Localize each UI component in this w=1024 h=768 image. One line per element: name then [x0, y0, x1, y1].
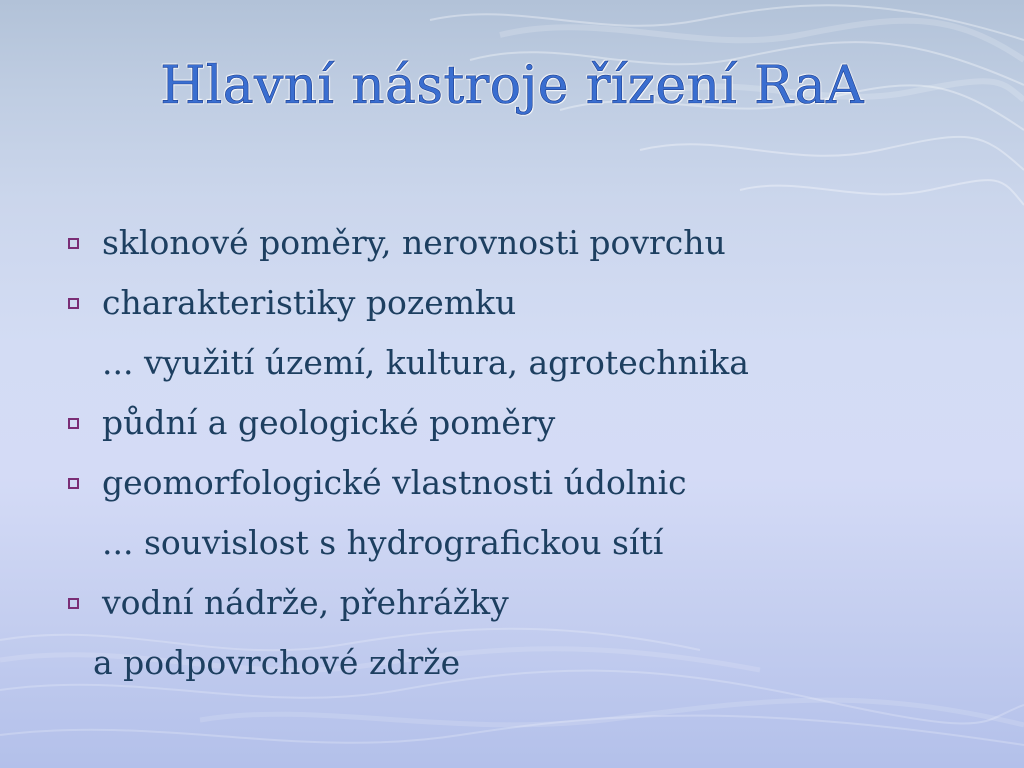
list-item-text: a podpovrchové zdrže: [93, 642, 461, 682]
list-item-text: geomorfologické vlastnosti údolnic: [102, 462, 687, 502]
list-item: [62, 452, 962, 512]
list-item: [62, 272, 962, 332]
list-item-text: ... využití území, kultura, agrotechnika: [102, 342, 749, 382]
list-item-text: půdní a geologické poměry: [102, 402, 556, 442]
list-item: [62, 212, 962, 272]
list-item-text: ... souvislost s hydrografickou sítí: [102, 522, 664, 562]
bullet-list: [62, 212, 962, 692]
list-item-text: sklonové poměry, nerovnosti povrchu: [102, 222, 726, 262]
hollow-square-bullet-icon: [68, 478, 79, 489]
hollow-square-bullet-icon: [68, 418, 79, 429]
slide-title: Hlavní nástroje řízení RaA: [160, 56, 864, 116]
list-item: [62, 392, 962, 452]
hollow-square-bullet-icon: [68, 298, 79, 309]
hollow-square-bullet-icon: [68, 238, 79, 249]
list-item-text: vodní nádrže, přehrážky: [102, 582, 509, 622]
list-item: [62, 572, 962, 632]
list-item-continuation: [62, 632, 962, 692]
list-item-text: charakteristiky pozemku: [102, 282, 517, 322]
list-item-continuation: [62, 332, 962, 392]
list-item-continuation: [62, 512, 962, 572]
hollow-square-bullet-icon: [68, 598, 79, 609]
